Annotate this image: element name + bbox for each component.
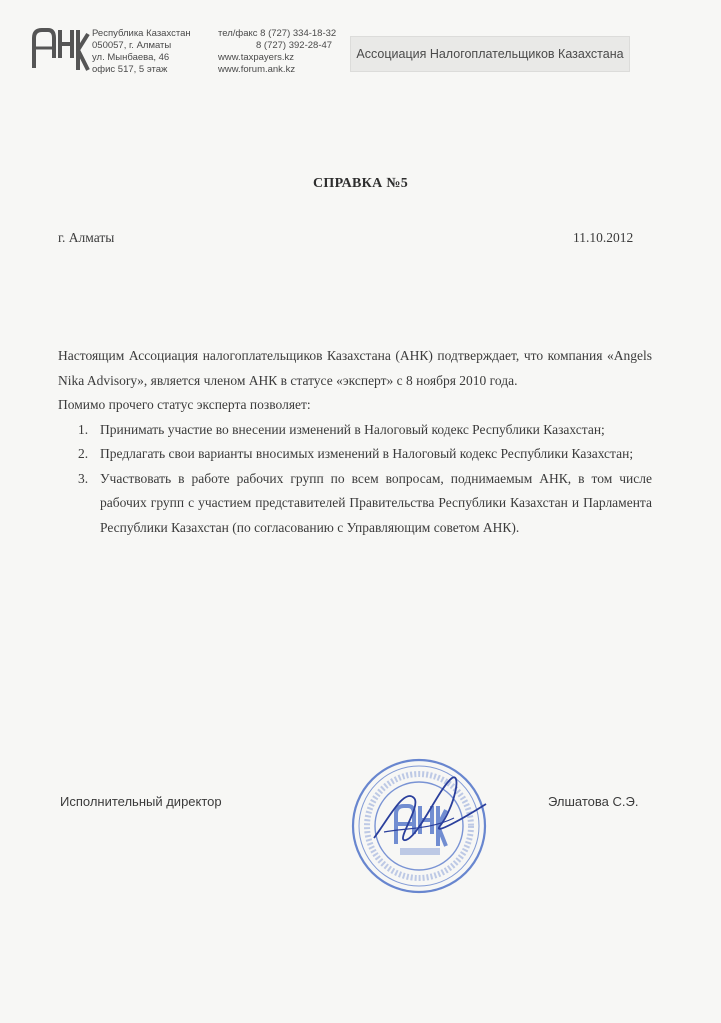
list-item [58, 418, 652, 443]
document-body [58, 344, 652, 540]
list-item-number: 1. [78, 421, 89, 437]
paragraph-intro: Помимо прочего статус эксперта позволяет: [58, 397, 311, 412]
organization-banner [350, 36, 630, 72]
letterhead-address [92, 28, 191, 76]
list-item-number: 3. [78, 470, 89, 486]
organization-name: Ассоциация Налогоплательщиков Казахстана [356, 47, 624, 61]
list-item-text: Предлагать свои варианты вносимых изменений в Налоговый кодекс Республики Казахстан; [100, 446, 634, 461]
address-line: Республика Казахстан [92, 28, 191, 39]
list-item [58, 442, 652, 467]
address-line: офис 517, 5 этаж [92, 64, 168, 75]
contact-line: www.taxpayers.kz [218, 52, 295, 63]
document-city: г. Алматы [58, 230, 115, 245]
signatory-name: Элшатова С.Э. [548, 794, 639, 809]
paragraph-confirmation: Настоящим Ассоциация налогоплательщиков Казахстана (АНК) подтверждает, что компания «Angels Nika Advisory», является членом АНК в статусе «эксперт» с 8 ноября 2010 года. [58, 348, 652, 388]
signatory-position: Исполнительный директор [60, 794, 222, 809]
contact-line: тел/факс 8 (727) 334-18-32 [218, 28, 337, 39]
contact-line: 8 (727) 392-28-47 [256, 40, 333, 51]
address-line: ул. Мынбаева, 46 [92, 52, 170, 63]
list-item-text: Участвовать в работе рабочих групп по всем вопросам, поднимаемым АНК, в том числе рабочих групп с участием представителей Правительства Республики Казахстан и Парламента Республики Казахстан (по согласованию с Управляющим советом АНК). [100, 470, 652, 535]
list-item-number: 2. [78, 446, 89, 461]
document-date: 11.10.2012 [573, 230, 634, 245]
list-item-text: Принимать участие во внесении изменений в Налоговый кодекс Республики Казахстан; [100, 421, 605, 437]
official-stamp-icon [344, 748, 494, 898]
address-line: 050057, г. Алматы [92, 40, 172, 51]
list-item [58, 467, 652, 541]
letterhead-contacts [218, 28, 336, 76]
document-title: СПРАВКА №5 [312, 176, 409, 191]
contact-line: www.forum.ank.kz [218, 64, 296, 75]
privileges-list [58, 418, 652, 541]
ank-logo-icon [30, 24, 90, 76]
